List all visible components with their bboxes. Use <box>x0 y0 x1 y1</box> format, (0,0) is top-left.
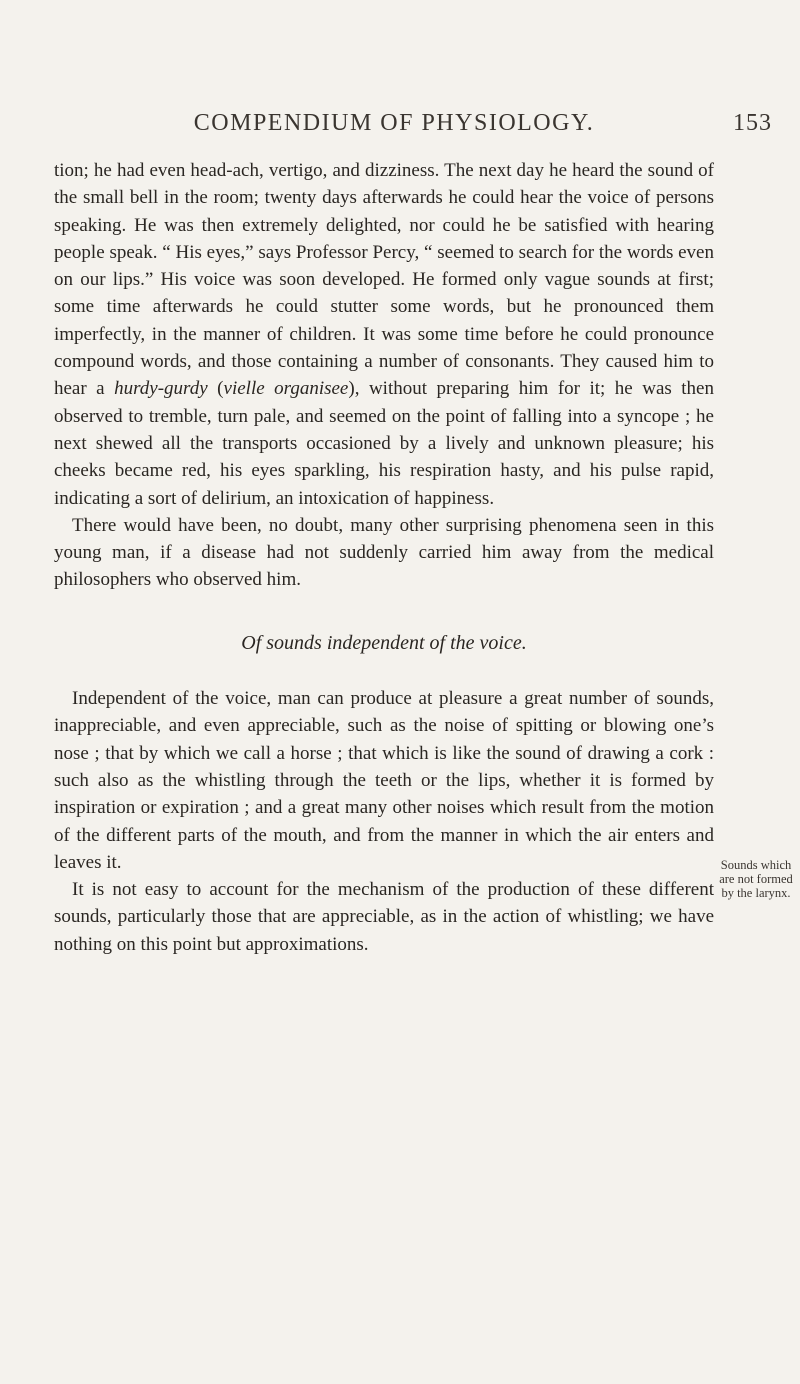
page-number: 153 <box>733 110 772 136</box>
running-head <box>54 110 772 142</box>
paragraph: It is not easy to account for the mechanism of the production of these different sounds, particularly those that are appreciable, as in the action of whistling; we have nothing on this point but approximations. <box>54 879 714 955</box>
running-title: COMPENDIUM OF PHYSIOLOGY. <box>193 110 595 136</box>
paragraph-continuation <box>54 157 714 512</box>
section-heading: Of sounds independent of the voice. <box>241 631 527 654</box>
paragraph-text: ), without preparing him for it; he was then observed to tremble, turn pale, and seemed on the point of falling into a syncope ; he next shewed all the transports occasioned by a lively and unknown pleasure; his cheeks became red, his eyes sparkling, his respiration hasty, and his pulse rapid, indicating a sort of delirium, an intoxication of happiness. <box>54 378 714 509</box>
paragraph-text: tion; he had even head-ach, vertigo, and dizziness. The next day he heard the sound of the small bell in the room; twenty days afterwards he could hear the voice of persons speaking. He was then extremely delighted, nor could he be satisfied with hearing people speak. “ His eyes,” says Professor Percy, “ seemed to search for the words even on our lips.” His voice was soon developed. He formed only vague sounds at first; some time afterwards he could stutter some words, but he pronounced them imperfectly, in the manner of children. It was some time before he could pronounce compound words, and those containing a number of consonants. They caused him to hear a <box>54 160 714 400</box>
body-text <box>54 157 714 958</box>
paragraph-text: ( <box>207 378 224 400</box>
paragraph: There would have been, no doubt, many other surprising phenomena seen in this young man, if a disease had not suddenly carried him away from the medical philosophers who observed him. <box>54 514 714 591</box>
paragraph: Independent of the voice, man can produce at pleasure a great number of sounds, inappreciable, and even appreciable, such as the noise of spitting or blowing one’s nose ; that by which we call a horse ; that which is like the sound of drawing a cork : such also as the whistling through the teeth or the lips, whether it is formed by inspiration or expiration ; and a great many other noises which result from the motion of the different parts of the mouth, and from the manner in which the air enters and leaves it. <box>54 688 714 873</box>
italic-term-hurdy-gurdy: hurdy-gurdy <box>114 378 208 400</box>
margin-note: Sounds which are not formed by the larynx. <box>719 858 793 900</box>
italic-term-vielle: vielle organisee <box>223 378 349 400</box>
